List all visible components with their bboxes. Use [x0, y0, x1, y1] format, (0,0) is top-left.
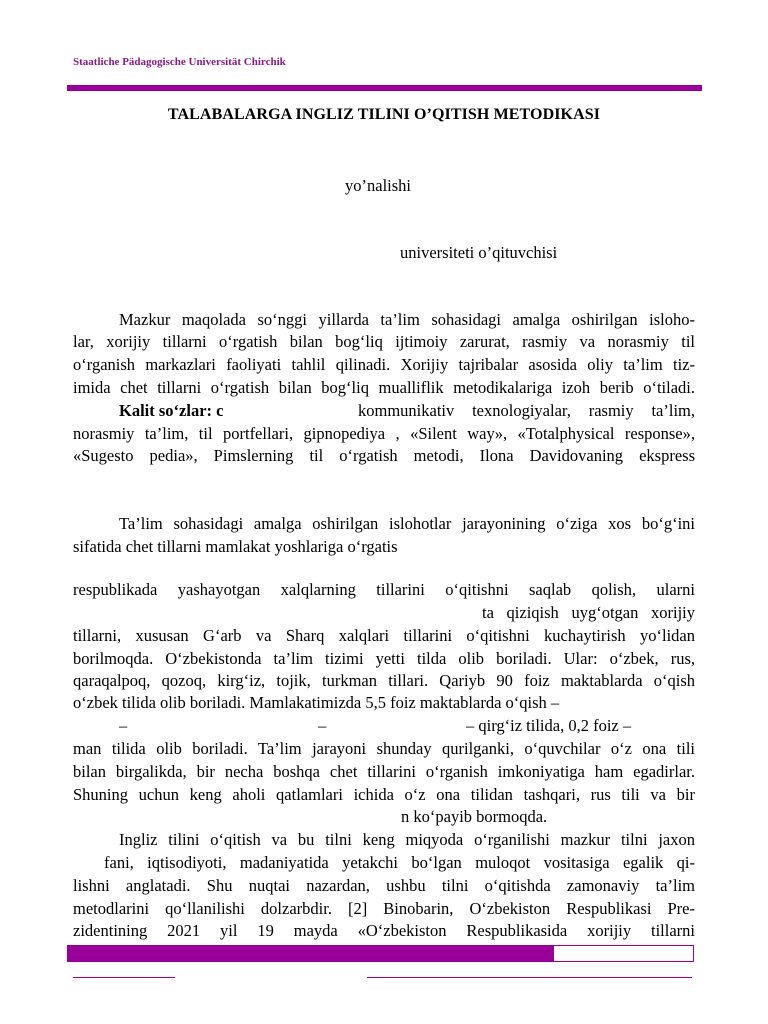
abstract-line: Mazkur maqolada so‘nggi yillarda ta’lim sohasidagi amalga oshirilgan isloho-: [119, 310, 695, 329]
author-position: universiteti o’qituvchisi: [400, 243, 558, 262]
body-line: metodlarini qo‘llanilishi dolzarbdir. [2] Binobarin, O‘zbekiston Respublikasi Pre-: [73, 899, 695, 918]
keywords-line: norasmiy ta’lim, til portfellari, gipnopediya , «Silent way», «Totalphysical response»,: [73, 424, 695, 443]
header-rule: [67, 85, 702, 91]
body-line: tillarni, xususan G‘arb va Sharq xalqlari tillarini o‘qitishni kuchaytirish yo‘lidan: [73, 626, 695, 645]
footer-line-left: [73, 977, 175, 978]
footer-line-right: [367, 977, 692, 978]
university-header: Staatliche Pädagogische Universität Chirchik: [73, 56, 286, 68]
keywords-line: «Sugesto pedia», Pimslerning til o‘rgatish metodi, Ilona Davidovaning ekspress: [73, 446, 695, 465]
body-line: respublikada yashayotgan xalqlarning tillarini o‘qitishni saqlab qolish, ularni: [73, 580, 695, 599]
abstract-line: o‘rganish markazlari faoliyati tahlil qilinadi. Xorijiy tajribalar asosida oliy ta’lim tiz-: [73, 355, 695, 374]
direction-label: yo’nalishi: [345, 176, 411, 195]
body-line: qaraqalpoq, qozoq, kirg‘iz, tojik, turkman tillari. Qariyb 90 foiz maktablarda o‘qish: [73, 671, 695, 690]
body-line: Ingliz tilini o‘qitish va bu tilni keng miqyoda o‘rganilishi mazkur tilni jaxon: [119, 830, 695, 849]
body-line: – qirg‘iz tilida, 0,2 foiz –: [466, 716, 632, 735]
body-line: o‘zbek tilida olib boriladi. Mamlakatimizda 5,5 foiz maktablarda o‘qish –: [73, 693, 560, 712]
body-line: Shuning uchun keng aholi qatlamlari ichida o‘z ona tilidan tashqari, rus tili va bir: [73, 785, 695, 804]
body-line: n ko‘payib bormoqda.: [401, 807, 548, 826]
keywords-line: kommunikativ texnologiyalar, rasmiy ta’lim,: [358, 401, 695, 420]
footer-bar-fill: [68, 946, 554, 961]
article-title: TALABALARGA INGLIZ TILINI O’QITISH METODIKASI: [167, 106, 601, 123]
body-line: sifatida chet tillarni mamlakat yoshlariga o‘rgatis: [73, 537, 398, 556]
abstract-line: lar, xorijiy tillarni o‘rgatish bilan bog‘liq ijtimoiy zarurat, rasmiy va norasmiy til: [73, 332, 695, 351]
body-line: fani, iqtisodiyoti, madaniyatida yetakchi bo‘lgan muloqot vositasiga egalik qi-: [104, 853, 695, 872]
keywords-label: Kalit so‘zlar: c: [119, 401, 224, 420]
footer-bar: [67, 945, 694, 962]
body-line: –: [318, 716, 327, 735]
body-line: lishni anglatadi. Shu nuqtai nazardan, ushbu tilni o‘qitishda zamonaviy ta’lim: [73, 876, 695, 895]
body-line: borilmoqda. O‘zbekistonda ta’lim tizimi yetti tilda olib boriladi. Ular: o‘zbek, rus,: [73, 649, 695, 668]
abstract-line: imida chet tillarni o‘rgatish bilan bog‘liq mualliflik metodikalariga izoh berib o‘tiladi.: [73, 378, 695, 397]
body-line: Ta’lim sohasidagi amalga oshirilgan islohotlar jarayonining o‘ziga xos bo‘g‘ini: [119, 514, 695, 533]
body-line: –: [119, 716, 128, 735]
body-line: zidentining 2021 yil 19 mayda «O‘zbekiston Respublikasida xorijiy tillarni: [73, 921, 695, 940]
body-line: man tilida olib boriladi. Ta’lim jarayoni shunday qurilganki, o‘quvchilar o‘z ona tili: [73, 739, 695, 758]
body-line: bilan birgalikda, bir necha boshqa chet tillarini o‘rganish imkoniyatiga ham egadirlar.: [73, 762, 695, 781]
body-line: ta qiziqish uyg‘otgan xorijiy: [482, 603, 695, 622]
